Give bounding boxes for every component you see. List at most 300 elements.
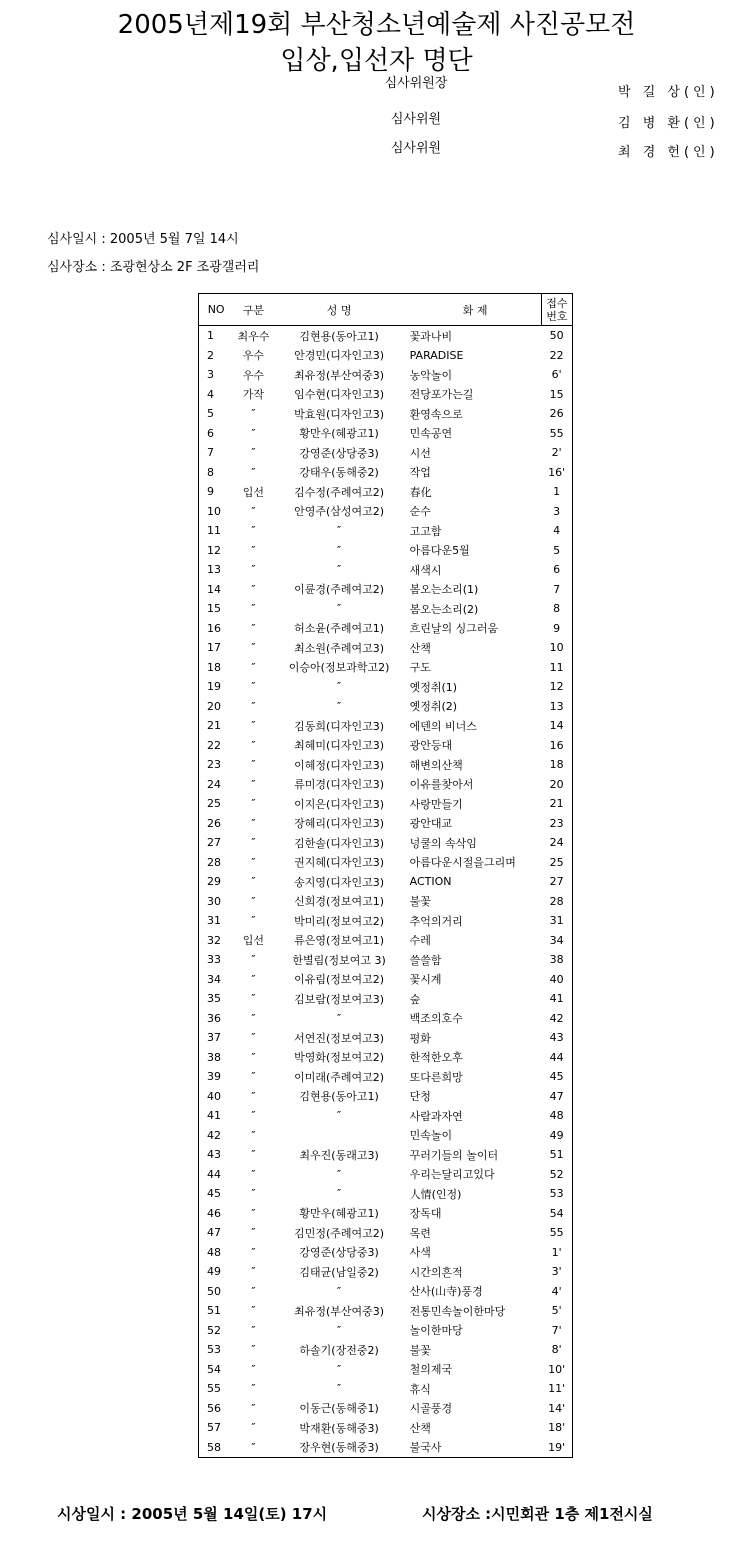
cell-category: 입선 [242, 934, 265, 948]
cell-category: ″ [251, 504, 256, 518]
cell-no: 32 [207, 933, 221, 947]
table-row [199, 580, 573, 600]
cell-name: 허소윤(주례여고1) [294, 622, 385, 636]
cell-name: 임수현(디자인고3) [294, 388, 385, 402]
table-row [199, 365, 573, 385]
table-row [199, 1418, 573, 1438]
cell-category: 우수 [242, 349, 265, 363]
cell-receipt: 4' [551, 1284, 562, 1298]
cell-title: 에덴의 비너스 [409, 719, 477, 733]
cell-receipt: 8' [551, 1343, 562, 1357]
table-row [199, 502, 573, 522]
cell-category: ″ [251, 816, 256, 830]
cell-no: 10 [207, 504, 221, 518]
judging-place: 심사장소 : 조광현상소 2F 조광갤러리 [47, 260, 260, 275]
table-row [199, 677, 573, 697]
cell-title: 농악놀이 [409, 368, 453, 382]
cell-name: ″ [337, 1323, 342, 1337]
cell-title: PARADISE [409, 348, 464, 362]
cell-receipt: 41 [549, 992, 564, 1006]
cell-receipt: 21 [549, 797, 564, 811]
cell-title: ACTION [409, 875, 452, 889]
cell-receipt: 10 [549, 641, 564, 655]
cell-no: 31 [207, 914, 221, 928]
cell-receipt: 3 [553, 504, 561, 518]
cell-title: 평화 [409, 1031, 431, 1045]
table-body [199, 326, 573, 1458]
cell-no: 53 [207, 1343, 221, 1357]
cell-category: ″ [251, 1070, 256, 1084]
cell-receipt: 6 [553, 563, 561, 577]
cell-name: 안경민(디자인고3) [294, 349, 385, 363]
cell-receipt: 24 [549, 836, 564, 850]
cell-name [274, 1126, 405, 1146]
cell-title: 불국사 [409, 1441, 442, 1455]
table-row [199, 1282, 573, 1302]
cell-category: ″ [251, 1089, 256, 1103]
cell-no: 40 [207, 1089, 221, 1103]
judge-role: 심사위원 [390, 141, 442, 156]
cell-title: 시선 [409, 446, 431, 460]
cell-receipt: 14 [549, 719, 564, 733]
cell-category: ″ [251, 719, 256, 733]
cell-category: ″ [251, 1245, 256, 1259]
cell-category: ″ [251, 797, 256, 811]
cell-category: ″ [251, 1343, 256, 1357]
cell-receipt: 4 [553, 524, 561, 538]
table-row [199, 853, 573, 873]
cell-category: ″ [251, 621, 256, 635]
cell-title: 환영속으로 [409, 407, 463, 421]
cell-category: ″ [251, 543, 256, 557]
cell-receipt: 8 [553, 602, 561, 616]
judge-name: 박 길 상(인) [618, 85, 719, 100]
cell-name: 류은영(정보여고1) [294, 934, 385, 948]
cell-no: 29 [207, 875, 221, 889]
table-row [199, 697, 573, 717]
cell-no: 58 [207, 1440, 221, 1454]
cell-receipt: 16' [548, 465, 566, 479]
cell-name: ″ [337, 1109, 342, 1123]
table-row [199, 1223, 573, 1243]
cell-name: 이지은(디자인고3) [294, 797, 385, 811]
cell-no: 19 [207, 680, 221, 694]
cell-category: ″ [251, 855, 256, 869]
table-row [199, 1243, 573, 1263]
cell-name: 류미경(디자인고3) [294, 778, 385, 792]
cell-title: 우리는달리고있다 [409, 1168, 495, 1182]
cell-name: 박재환(동해중3) [299, 1421, 379, 1435]
cell-receipt: 2' [551, 446, 562, 460]
cell-name: 장우현(동해중3) [299, 1441, 379, 1455]
cell-receipt: 25 [549, 855, 564, 869]
cell-title: 쓸쓸함 [409, 953, 442, 967]
cell-title: 옛정취(1) [409, 680, 458, 694]
cell-name: 최혜미(디자인고3) [294, 739, 385, 753]
cell-name: ″ [337, 699, 342, 713]
cell-category: ″ [251, 1011, 256, 1025]
table-row [199, 950, 573, 970]
cell-title: 옛정취(2) [409, 700, 458, 714]
cell-name: ″ [337, 1362, 342, 1376]
cell-no: 56 [207, 1401, 221, 1415]
table-row [199, 1184, 573, 1204]
table-row [199, 599, 573, 619]
cell-category: 가작 [242, 388, 265, 402]
cell-no: 48 [207, 1245, 221, 1259]
cell-receipt: 50 [549, 329, 564, 343]
cell-title: 목련 [409, 1226, 431, 1240]
cell-title: 불꽃 [409, 1343, 431, 1357]
cell-title: 시골풍경 [409, 1402, 453, 1416]
cell-name: 최우진(동래고3) [299, 1148, 379, 1162]
cell-no: 51 [207, 1304, 221, 1318]
cell-no: 37 [207, 1031, 221, 1045]
cell-receipt: 40 [549, 972, 564, 986]
cell-category: ″ [251, 680, 256, 694]
cell-title: 백조의호수 [409, 1012, 463, 1026]
cell-receipt: 12 [549, 680, 564, 694]
table-row [199, 1126, 573, 1146]
cell-receipt: 3' [551, 1265, 562, 1279]
cell-title: 한적한오후 [409, 1051, 463, 1065]
cell-receipt: 38 [549, 953, 564, 967]
cell-no: 7 [207, 446, 214, 460]
cell-category: ″ [251, 1323, 256, 1337]
cell-category: ″ [251, 914, 256, 928]
cell-name: 이동근(동해중1) [299, 1402, 379, 1416]
cell-name: 신희경(정보여고1) [294, 895, 385, 909]
cell-category: ″ [251, 1421, 256, 1435]
cell-title: 人情(인정) [409, 1187, 462, 1201]
cell-name: 강태우(동해중2) [299, 466, 379, 480]
cell-title: 사람과자연 [409, 1109, 463, 1123]
cell-name: 최유정(부산여중3) [294, 368, 385, 382]
cell-name: 박영화(정보여고2) [294, 1051, 385, 1065]
cell-receipt: 14' [548, 1401, 566, 1415]
cell-name: 김현용(동아고1) [299, 329, 379, 343]
cell-title: 추억의거리 [409, 914, 463, 928]
cell-no: 39 [207, 1070, 221, 1084]
table-row [199, 521, 573, 541]
cell-receipt: 5' [551, 1304, 562, 1318]
cell-no: 26 [207, 816, 221, 830]
cell-no: 3 [207, 368, 214, 382]
cell-no: 54 [207, 1362, 221, 1376]
table-row [199, 346, 573, 366]
cell-receipt: 47 [549, 1089, 564, 1103]
cell-title: 산책 [409, 641, 431, 655]
cell-name: 안영주(삼성여고2) [294, 505, 385, 519]
cell-category: ″ [251, 524, 256, 538]
cell-receipt: 5 [553, 543, 561, 557]
table-row [199, 619, 573, 639]
cell-category: ″ [251, 1128, 256, 1142]
cell-category: ″ [251, 1148, 256, 1162]
cell-category: ″ [251, 972, 256, 986]
cell-category: ″ [251, 660, 256, 674]
cell-title: 전당포가는길 [409, 388, 474, 402]
cell-name: 박효원(디자인고3) [294, 407, 385, 421]
cell-receipt: 7' [551, 1323, 562, 1337]
table-row [199, 326, 573, 346]
cell-receipt: 28 [549, 894, 564, 908]
cell-title: 꾸러기들의 놀이터 [409, 1148, 499, 1162]
cell-category: ″ [251, 836, 256, 850]
cell-title: 春化 [409, 485, 432, 499]
table-row [199, 1262, 573, 1282]
cell-receipt: 19' [548, 1440, 566, 1454]
table-row [199, 1360, 573, 1380]
cell-title: 흐린날의 싱그러움 [409, 622, 499, 636]
cell-no: 27 [207, 836, 221, 850]
cell-category: 입선 [242, 485, 265, 499]
header-name: 성 명 [274, 294, 405, 326]
cell-title: 민속놀이 [409, 1129, 453, 1143]
cell-category: ″ [251, 953, 256, 967]
cell-receipt: 44 [549, 1050, 564, 1064]
table-row [199, 794, 573, 814]
cell-name: 황만우(혜광고1) [299, 427, 379, 441]
cell-no: 11 [207, 524, 221, 538]
table-row [199, 541, 573, 561]
cell-title: 해변의산책 [409, 758, 463, 772]
document-subtitle: 입상,입선자 명단 [280, 46, 473, 76]
award-place: 시상장소 :시민회관 1층 제1전시실 [422, 1505, 653, 1523]
table-row [199, 892, 573, 912]
cell-no: 46 [207, 1206, 221, 1220]
cell-no: 33 [207, 953, 221, 967]
cell-title: 고고함 [409, 524, 442, 538]
table-row [199, 424, 573, 444]
cell-name: 하솔기(장전중2) [299, 1343, 379, 1357]
header-no: NO [199, 294, 234, 326]
cell-title: 철의제국 [409, 1363, 453, 1377]
table-row [199, 911, 573, 931]
cell-name: ″ [337, 543, 342, 557]
cell-receipt: 49 [549, 1128, 564, 1142]
cell-name: 김보람(정보여고3) [294, 992, 385, 1006]
cell-category: ″ [251, 582, 256, 596]
cell-no: 30 [207, 894, 221, 908]
table-row [199, 989, 573, 1009]
cell-title: 전통민속놀이한마당 [409, 1304, 506, 1318]
table-row [199, 443, 573, 463]
cell-name: 최유정(부산여중3) [294, 1304, 385, 1318]
cell-category: 우수 [242, 368, 265, 382]
cell-category: ″ [251, 446, 256, 460]
cell-title: 숲 [409, 992, 421, 1006]
cell-category: 최우수 [237, 329, 270, 343]
table-row [199, 931, 573, 951]
cell-receipt: 11 [549, 660, 564, 674]
cell-receipt: 9 [553, 621, 561, 635]
cell-name: 김수정(주례여고2) [294, 485, 385, 499]
judge-role: 심사위원 [390, 112, 442, 127]
cell-receipt: 15 [549, 387, 564, 401]
cell-name: ″ [337, 524, 342, 538]
cell-name: ″ [337, 602, 342, 616]
cell-no: 38 [207, 1050, 221, 1064]
cell-receipt: 53 [549, 1187, 564, 1201]
cell-no: 24 [207, 777, 221, 791]
table-row [199, 755, 573, 775]
cell-title: 민속공연 [409, 427, 453, 441]
cell-category: ″ [251, 465, 256, 479]
cell-no: 50 [207, 1284, 221, 1298]
cell-name: 김현용(동아고1) [299, 1090, 379, 1104]
table-row [199, 833, 573, 853]
cell-title: 봄오는소리(1) [409, 583, 479, 597]
cell-no: 41 [207, 1109, 221, 1123]
cell-name: 송지영(디자인고3) [294, 875, 385, 889]
cell-name: ″ [337, 1187, 342, 1201]
cell-category: ″ [251, 1284, 256, 1298]
table-row [199, 716, 573, 736]
cell-category: ″ [251, 1109, 256, 1123]
cell-category: ″ [251, 1362, 256, 1376]
cell-receipt: 27 [549, 875, 564, 889]
table-row [199, 1438, 573, 1458]
cell-no: 20 [207, 699, 221, 713]
cell-receipt: 51 [549, 1148, 564, 1162]
cell-category: ″ [251, 758, 256, 772]
cell-title: 구도 [409, 661, 431, 675]
cell-name: 서연진(정보여고3) [294, 1031, 385, 1045]
table-row [199, 658, 573, 678]
table-row [199, 1204, 573, 1224]
cell-name: 이혜정(디자인고3) [294, 758, 385, 772]
cell-name: ″ [337, 1167, 342, 1181]
table-row [199, 1301, 573, 1321]
judge-name: 김 병 환(인) [618, 116, 719, 131]
cell-title: 아름다운시절을그리며 [409, 856, 516, 870]
cell-no: 12 [207, 543, 221, 557]
cell-receipt: 1 [553, 485, 561, 499]
table-row [199, 775, 573, 795]
cell-title: 산사(山寺)풍경 [409, 1285, 483, 1299]
table-header [199, 294, 573, 326]
table-row [199, 872, 573, 892]
cell-receipt: 7 [553, 582, 561, 596]
award-date: 시상일시 : 2005년 5월 14일(토) 17시 [57, 1505, 328, 1523]
table-row [199, 1165, 573, 1185]
cell-name: 이승아(정보과학고2) [288, 661, 390, 675]
cell-category: ″ [251, 1265, 256, 1279]
cell-title: 사랑만들기 [409, 797, 463, 811]
cell-receipt: 52 [549, 1167, 564, 1181]
cell-no: 13 [207, 563, 221, 577]
cell-category: ″ [251, 699, 256, 713]
cell-receipt: 43 [549, 1031, 564, 1045]
cell-title: 작업 [409, 466, 431, 480]
judge-name: 최 경 헌(인) [618, 145, 719, 160]
cell-no: 45 [207, 1187, 221, 1201]
cell-title: 꽃과나비 [409, 329, 453, 343]
cell-category: ″ [251, 1167, 256, 1181]
cell-no: 5 [207, 407, 214, 421]
table-row [199, 1321, 573, 1341]
cell-title: 광안등대 [409, 739, 453, 753]
table-row [199, 638, 573, 658]
cell-title: 넝쿨의 속삭임 [409, 836, 477, 850]
cell-receipt: 10' [548, 1362, 566, 1376]
cell-category: ″ [251, 1440, 256, 1454]
table-row [199, 1009, 573, 1029]
cell-no: 17 [207, 641, 221, 655]
cell-name: 강영준(상당중3) [299, 446, 379, 460]
cell-receipt: 26 [549, 407, 564, 421]
cell-category: ″ [251, 992, 256, 1006]
cell-receipt: 45 [549, 1070, 564, 1084]
cell-title: 새색시 [409, 563, 442, 577]
cell-name: ″ [337, 1382, 342, 1396]
cell-no: 21 [207, 719, 221, 733]
cell-category: ″ [251, 1304, 256, 1318]
cell-no: 44 [207, 1167, 221, 1181]
cell-receipt: 18' [548, 1421, 566, 1435]
cell-title: 이유를찾아서 [409, 778, 474, 792]
cell-name: ″ [337, 680, 342, 694]
cell-no: 47 [207, 1226, 221, 1240]
cell-receipt: 16 [549, 738, 564, 752]
cell-no: 14 [207, 582, 221, 596]
cell-category: ″ [251, 1187, 256, 1201]
cell-title: 아름다운5월 [409, 544, 470, 558]
table-row [199, 1067, 573, 1087]
cell-receipt: 11' [548, 1382, 566, 1396]
cell-category: ″ [251, 777, 256, 791]
cell-name: 김한솔(디자인고3) [294, 836, 385, 850]
table-row [199, 560, 573, 580]
cell-name: 장혜리(디자인고3) [294, 817, 385, 831]
cell-receipt: 54 [549, 1206, 564, 1220]
judging-date: 심사일시 : 2005년 5월 7일 14시 [47, 232, 239, 247]
winners-table [198, 293, 573, 1458]
cell-name: ″ [337, 563, 342, 577]
cell-receipt: 34 [549, 933, 564, 947]
cell-category: ″ [251, 407, 256, 421]
cell-name: 이유림(정보여고2) [294, 973, 385, 987]
table-row [199, 970, 573, 990]
cell-no: 8 [207, 465, 214, 479]
cell-no: 6 [207, 426, 214, 440]
table-row [199, 1379, 573, 1399]
cell-name: 강영준(상당중3) [299, 1246, 379, 1260]
cell-category: ″ [251, 641, 256, 655]
cell-no: 9 [207, 485, 214, 499]
cell-title: 사색 [409, 1246, 431, 1260]
cell-name: 황만우(혜광고1) [299, 1207, 379, 1221]
table-row [199, 1399, 573, 1419]
cell-receipt: 48 [549, 1109, 564, 1123]
cell-no: 49 [207, 1265, 221, 1279]
cell-receipt: 31 [549, 914, 564, 928]
cell-title: 시간의흔적 [409, 1265, 463, 1279]
cell-no: 36 [207, 1011, 221, 1025]
cell-name: 한별림(정보여고 3) [292, 953, 386, 967]
table-row [199, 482, 573, 502]
judge-role: 심사위원장 [384, 76, 448, 91]
cell-category: ″ [251, 875, 256, 889]
cell-no: 4 [207, 387, 214, 401]
table-row [199, 463, 573, 483]
cell-no: 25 [207, 797, 221, 811]
cell-title: 장독대 [409, 1207, 442, 1221]
table-row [199, 736, 573, 756]
header-receipt: 접수번호 [541, 294, 572, 326]
cell-category: ″ [251, 1031, 256, 1045]
